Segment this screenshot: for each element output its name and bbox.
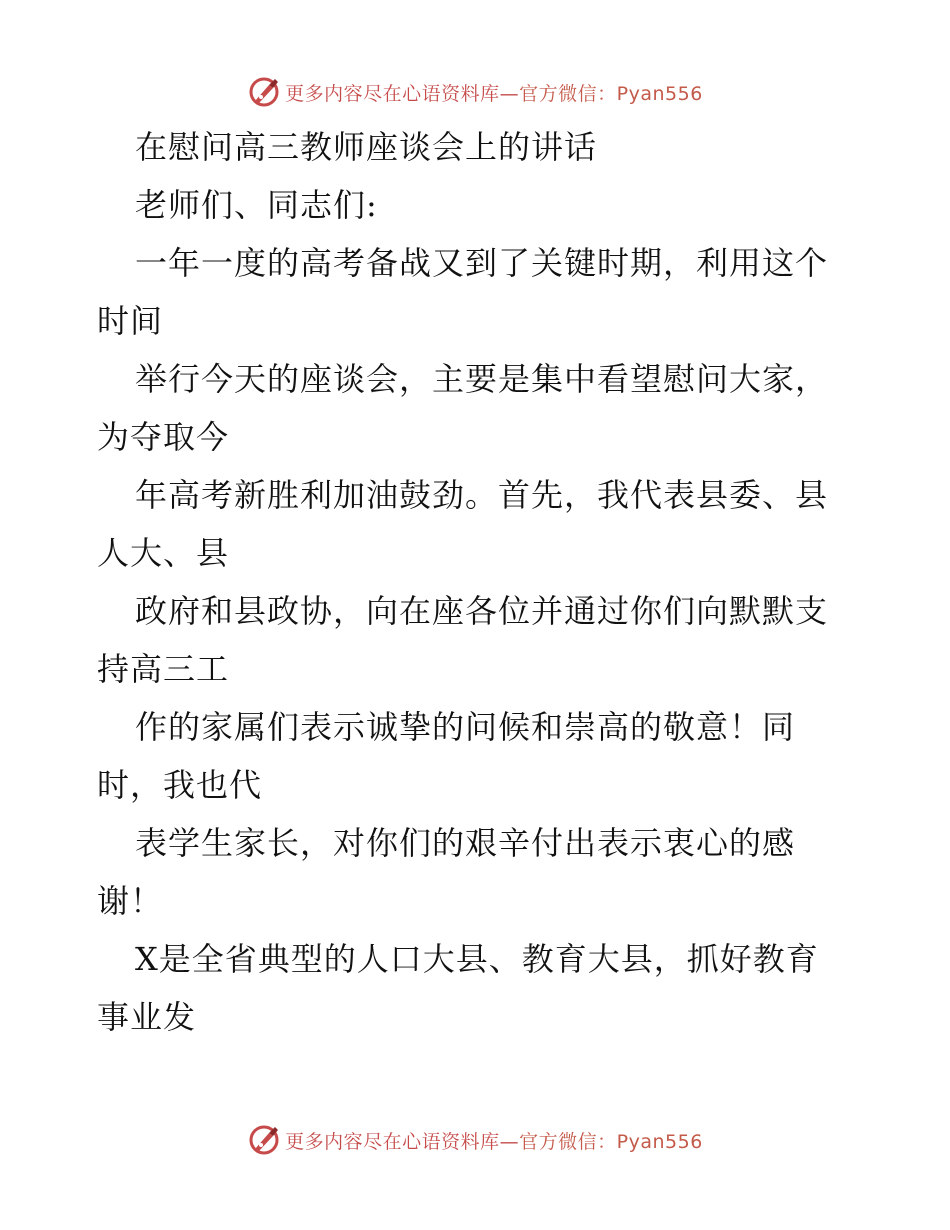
document-line: 为夺取今: [97, 418, 230, 456]
document-line: 年高考新胜利加油鼓劲。首先，我代表县委、县: [135, 476, 829, 514]
document-line: 谢！: [97, 882, 164, 920]
document-line: 在慰问高三教师座谈会上的讲话: [135, 128, 598, 166]
header-banner: [0, 72, 950, 112]
banner-text: [285, 79, 703, 106]
banner-wechat: 官方微信：Pyan556: [519, 82, 703, 105]
document-line: 时，我也代: [97, 766, 263, 804]
document-line: 持高三工: [97, 650, 230, 688]
document-line: 人大、县: [97, 534, 230, 572]
document-line: X是全省典型的人口大县、教育大县，抓好教育: [135, 940, 819, 978]
document-line: 事业发: [97, 998, 197, 1036]
document-line: 时间: [97, 302, 164, 340]
banner-slogan: 更多内容尽在心语资料库—: [285, 1130, 520, 1153]
document-body: [97, 118, 877, 1046]
document-line: 老师们、同志们:: [135, 186, 378, 224]
document-line: 举行今天的座谈会，主要是集中看望慰问大家，: [135, 360, 829, 398]
footer-banner: [0, 1120, 950, 1160]
document-line: 表学生家长，对你们的艰辛付出表示衷心的感: [135, 824, 796, 862]
banner-text: [285, 1127, 703, 1154]
pen-logo-icon: [247, 75, 281, 109]
banner-slogan: 更多内容尽在心语资料库—: [285, 82, 520, 105]
banner-wechat: 官方微信：Pyan556: [519, 1130, 703, 1153]
pen-logo-icon: [247, 1123, 281, 1157]
document-line: 作的家属们表示诚挚的问候和崇高的敬意！同: [135, 708, 796, 746]
document-line: 一年一度的高考备战又到了关键时期，利用这个: [135, 244, 829, 282]
document-line: 政府和县政协，向在座各位并通过你们向默默支: [135, 592, 829, 630]
